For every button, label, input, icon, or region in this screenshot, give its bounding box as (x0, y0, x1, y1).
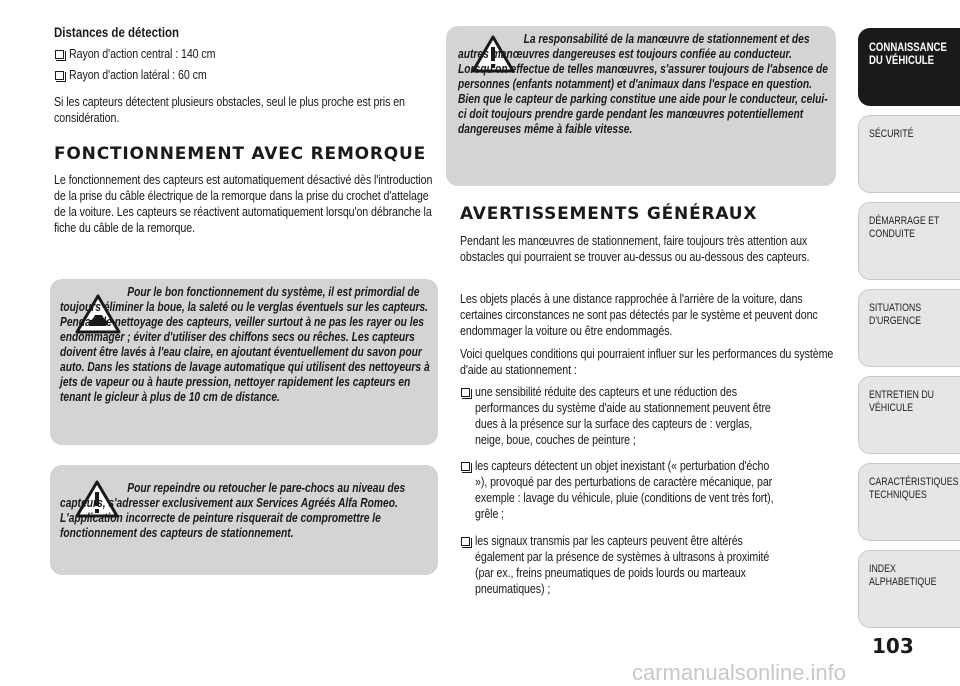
remorque-title: FONCTIONNEMENT AVEC REMORQUE (54, 144, 427, 164)
list-item: Rayon d'action central : 140 cm (54, 46, 440, 62)
tab-index-alphabetique[interactable]: INDEX ALPHABETIQUE (858, 550, 960, 628)
checkbox-bullet-icon (461, 388, 470, 397)
checkbox-bullet-icon (55, 71, 64, 80)
tab-entretien-vehicule[interactable]: ENTRETIEN DU VÉHICULE (858, 376, 960, 454)
list-item: Rayon d'action latéral : 60 cm (54, 67, 440, 83)
conditions-list (460, 533, 840, 597)
list-item: les capteurs détectent un objet inexistant (« perturbation d'écho »), provoqué par des perturbations de caractère mécanique, par exemple : lavage du véhicule, pluie (conditions de vent très fort), grêle ; (460, 458, 840, 522)
tab-securite[interactable]: SÉCURITÉ (858, 115, 960, 193)
conditions-list (460, 384, 840, 448)
paragraph: Pendant les manœuvres de stationnement, faire toujours très attention aux obstacles qui pourraient se trouver au-dessus ou au-dessous des capteurs. (460, 233, 810, 264)
warning-box-responsibility (446, 26, 836, 186)
tab-caracteristiques-techniques[interactable]: CARACTÉRISTIQUES TECHNIQUES (858, 463, 960, 541)
warning-text-paint: Pour repeindre ou retoucher le pare-chocs au niveau des capteurs, s'adresser exclusivement aux Services Agréés Alfa Romeo. L'application incorrecte de peinture risquerait de compromettre le fonctionnement des capteurs de stationnement. (60, 481, 406, 540)
warning-box-paint (50, 465, 438, 575)
conditions-list (460, 458, 840, 522)
warning-text-cleaning: Pour le bon fonctionnement du système, il est primordial de toujours éliminer la boue, la saleté ou le verglas éventuels sur les capteurs. Pendant le nettoyage des capteurs, veiller surtout à ne pas les rayer ou les endommager ; éviter d'utiliser des chiffons secs ou rêches. Les capteurs doivent être lavés à l'eau claire, en ajoutant éventuellement du savon pour auto. Dans les stations de lavage automatique qui utilisent des nettoyeurs à jets de vapeur ou à haute pression, nettoyer rapidement les capteurs en tenant le gicleur à plus de 10 cm de distance. (60, 285, 430, 404)
paragraph: Les objets placés à une distance rapprochée à l'arrière de la voiture, dans certaines circonstances ne sont pas détectés par le système et peuvent donc endommager la voiture ou être endommagés. (460, 291, 818, 338)
warning-box-cleaning (50, 279, 438, 445)
list-item: les signaux transmis par les capteurs peuvent être altérés également par la présence de systèmes à ultrasons à proximité (par ex., freins pneumatiques de poids lourds ou marteaux pneumatiques) ; (460, 533, 840, 597)
bullet-list (54, 46, 440, 83)
tab-demarrage-conduite[interactable]: DÉMARRAGE ET CONDUITE (858, 202, 960, 280)
list-item: une sensibilité réduite des capteurs et une réduction des performances du système d'aide au stationnement peuvent être dues à la présence sur la surface des capteurs de : verglas, neige, boue, couches de peinture ; (460, 384, 840, 448)
general-warnings-title: AVERTISSEMENTS GÉNÉRAUX (460, 204, 758, 224)
detection-title: Distances de détection (54, 24, 180, 40)
tab-connaissance-vehicule[interactable]: CONNAISSANCE DU VÉHICULE (858, 28, 960, 106)
warning-text-responsibility: La responsabilité de la manœuvre de stationnement et des autres manœuvres dangereuses est toujours confiée au conducteur. Lorsqu'on effectue de telles manœuvres, s'assurer toujours de l'absence de personnes (enfants notamment) et d'animaux dans l'espace en question. Bien que le capteur de parking constitue une aide pour le conducteur, celui-ci doit toujours prendre garde pendant les manœuvres potentiellement dangereuses même à faible vitesse. (458, 32, 828, 136)
page-number: 103 (872, 634, 914, 658)
watermark: carmanualsonline.info (632, 660, 847, 685)
checkbox-bullet-icon (461, 537, 470, 546)
checkbox-bullet-icon (461, 462, 470, 471)
tab-situations-urgence[interactable]: SITUATIONS D'URGENCE (858, 289, 960, 367)
checkbox-bullet-icon (55, 50, 64, 59)
detection-paragraph: Si les capteurs détectent plusieurs obstacles, seul le plus proche est pris en considération. (54, 94, 405, 125)
paragraph: Voici quelques conditions qui pourraient influer sur les performances du système d'aide au stationnement : (460, 346, 834, 377)
remorque-paragraph: Le fonctionnement des capteurs est automatiquement désactivé dès l'introduction de la prise du câble électrique de la remorque dans la prise du crochet d'attelage de la voiture. Les capteurs se réactivent automatiquement lorsqu'on débranche la fiche du câble de la remorque. (54, 172, 433, 235)
